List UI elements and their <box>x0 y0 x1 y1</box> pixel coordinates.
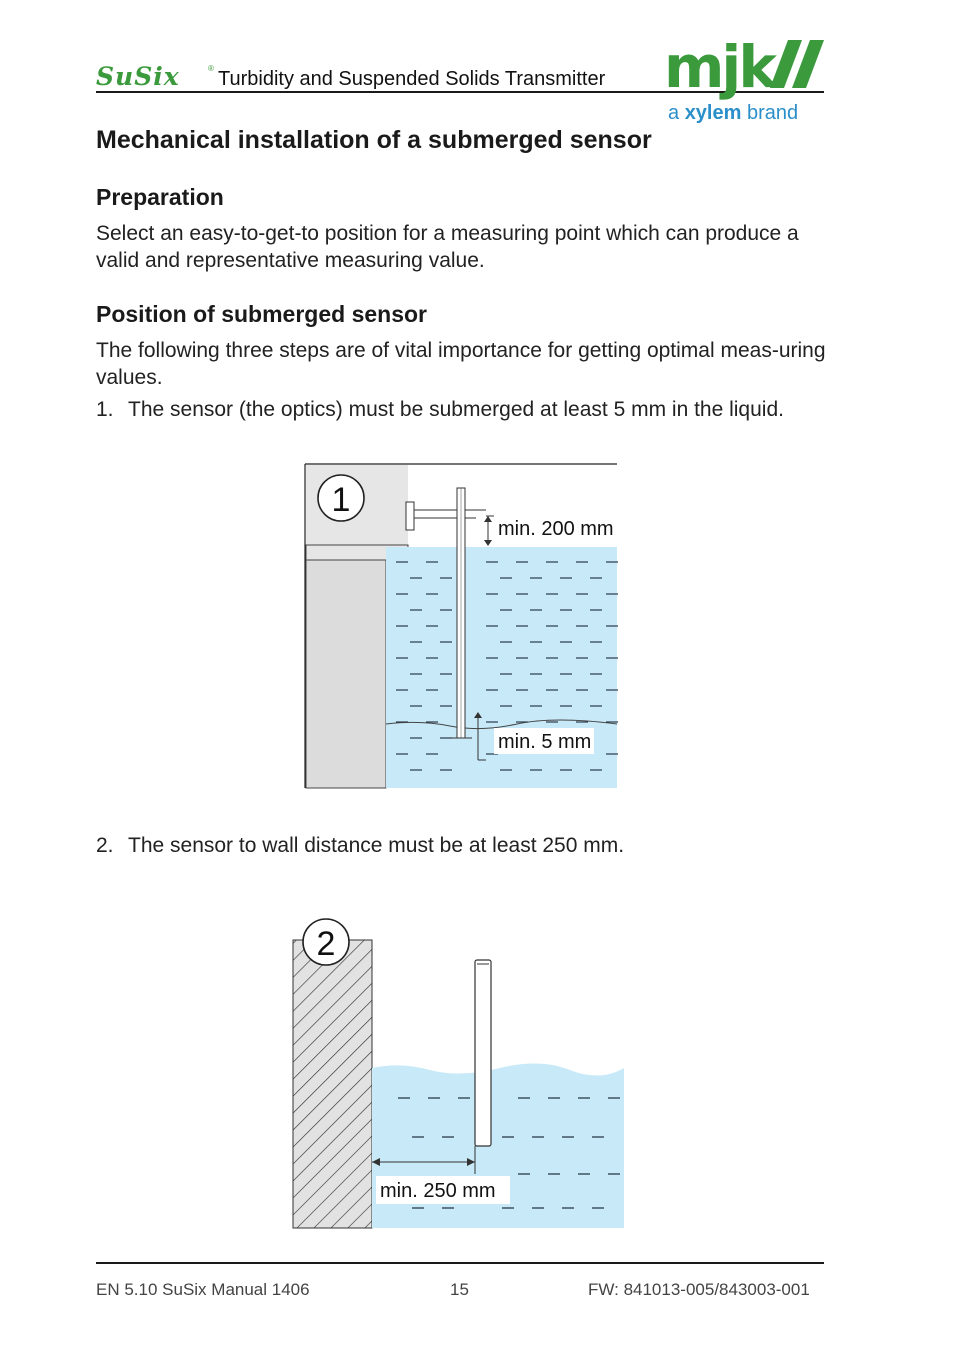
label-min-200: min. 200 mm <box>498 518 614 540</box>
figure-number: 2 <box>316 925 336 963</box>
registered-mark: ® <box>208 64 214 73</box>
preparation-heading: Preparation <box>96 184 224 210</box>
step-text: The sensor (the optics) must be submerged at least 5 mm in the liquid. <box>128 398 784 421</box>
mjk-logo: mjk <box>664 33 774 101</box>
figure-number: 1 <box>331 481 351 519</box>
label-min-250: min. 250 mm <box>380 1180 496 1202</box>
footer-rule <box>96 1262 824 1264</box>
step-text: The sensor to wall distance must be at least 250 mm. <box>128 834 625 857</box>
step-number: 1. <box>96 398 114 421</box>
step-2 <box>96 834 856 862</box>
xylem-brand-line <box>668 102 798 125</box>
figure-2-wall-distance <box>290 912 630 1232</box>
mjk-slashes-icon <box>770 40 826 90</box>
footer-firmware: FW: 841013-005/843003-001 <box>588 1280 810 1299</box>
position-heading: Position of submerged sensor <box>96 301 427 327</box>
preparation-text: Select an easy-to-get-to position for a measuring point which can produce a valid and representative measuring value. <box>96 222 799 272</box>
brand-prefix: a <box>668 102 680 124</box>
document-title: Turbidity and Suspended Solids Transmitter <box>218 68 606 90</box>
step-1 <box>96 398 856 426</box>
page-heading: Mechanical installation of a submerged sensor <box>96 126 652 154</box>
footer-manual-id: EN 5.10 SuSix Manual 1406 <box>96 1280 310 1299</box>
figure-1-submersion-depth <box>300 460 620 790</box>
susix-logo: SuSix <box>96 62 180 91</box>
wall-hatched <box>293 940 372 1228</box>
page-number: 15 <box>450 1280 469 1299</box>
position-text: The following three steps are of vital importance for getting optimal meas-uring values. <box>96 339 826 389</box>
brand-suffix: brand <box>746 102 799 124</box>
label-min-5: min. 5 mm <box>498 731 592 753</box>
step-number: 2. <box>96 834 114 857</box>
sensor-pole <box>475 960 491 1146</box>
brand-name: xylem <box>684 102 742 124</box>
